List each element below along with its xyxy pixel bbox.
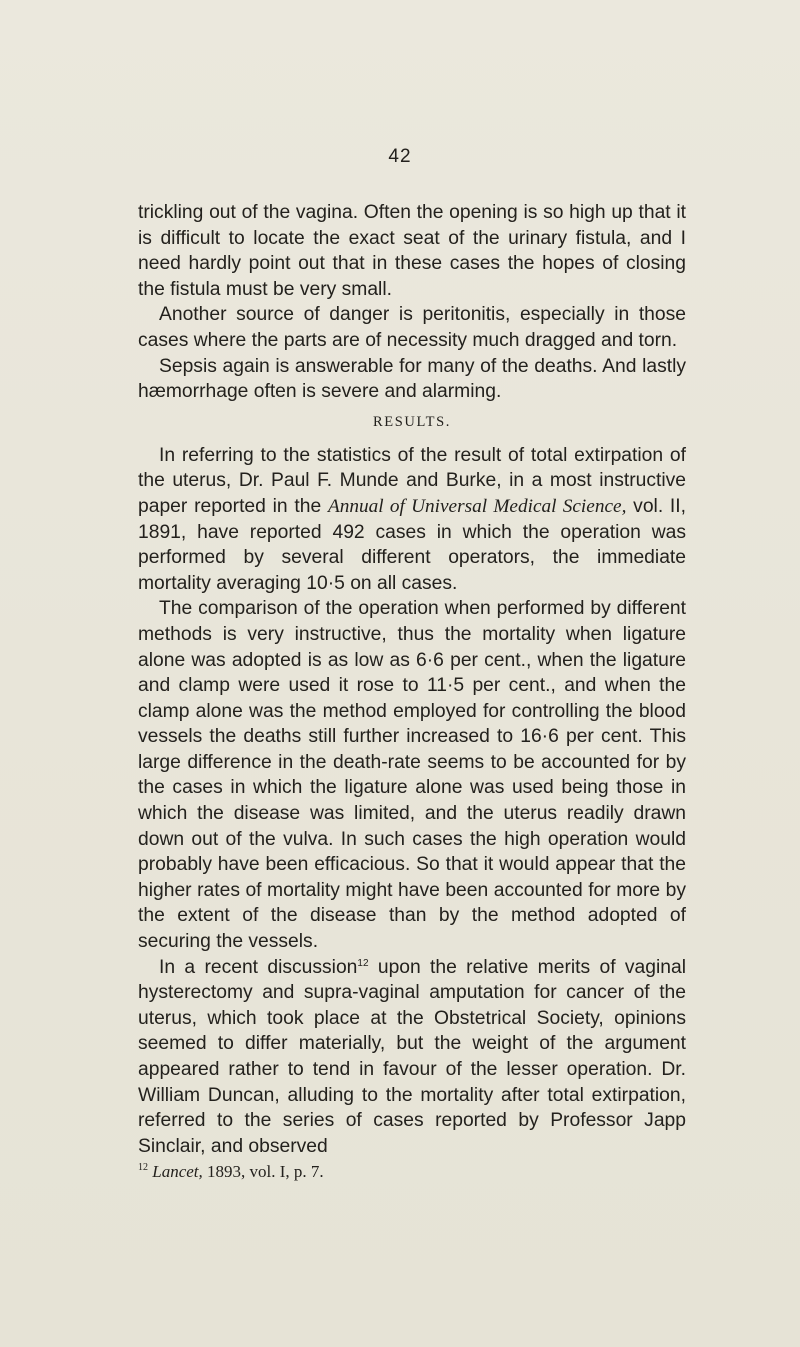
footnote-citation: 1893, vol. I, p. 7.: [202, 1162, 324, 1182]
body-text: [138, 200, 686, 1183]
paragraph-comparison: The comparison of the operation when performed by different methods is very instructive, thus the mortality when ligature alone was adopted is as low as 6·6 per cent., when the ligature and clamp were used it rose to 11·5 per cent., and when the clamp alone was the method employed for controlling the blood vessels the deaths still further increased to 16·6 per cent. This large difference in the death-rate seems to be accounted for by the cases in which the ligature alone was used being those in which the disease was limited, and the uterus readily drawn down out of the vulva. In such cases the high operation would probably have been efficacious. So that it would appear that the higher rates of mortality might have been accounted for more by the extent of the disease than by the method adopted of securing the vessels.: [138, 598, 686, 953]
discussion-text-end: upon the relative merits of vaginal hysterectomy and supra-vaginal amputation for cancer of the uterus, which took place at the Obstetrical Society, opinions seemed to differ materially, but the weight of the argument appeared rather to tend in favour of the lesser operation. Dr. William Duncan, alluding to the mortality after total extirpation, referred to the series of cases reported by Professor Japp Sinclair, and observed: [138, 956, 686, 1157]
section-heading-results: RESULTS.: [373, 413, 451, 430]
footnote-reference: 12: [357, 957, 369, 969]
footnote-journal: Lancet,: [152, 1162, 203, 1182]
footnote-marker: 12: [138, 1162, 148, 1174]
paragraph-peritonitis: Another source of danger is peritonitis, especially in those cases where the parts are of necessity much dragged and torn.: [138, 304, 686, 351]
page-number: 42: [388, 146, 412, 167]
statistics-text-end: vol. II, 1891, have reported 492 cases in which the operation was performed by several different operators, the immediate mortality averaging 10·5 on all cases.: [138, 495, 686, 594]
paragraph-statistics: [138, 443, 686, 597]
paragraph-urinary-fistula: trickling out of the vagina. Often the opening is so high up that it is difficult to locate the exact seat of the urinary fistula, and I need hardly point out that in these cases the hopes of closing the fistula must be very small.: [138, 202, 686, 300]
journal-title: Annual of Universal Medical Science,: [327, 495, 627, 517]
statistics-text-start: In referring to the statistics of the result of total extirpation of the uterus, Dr. Paul F. Munde and Burke, in a most instructive paper reported in the: [138, 444, 686, 517]
discussion-text-start: In a recent discussion: [159, 956, 358, 978]
paragraph-sepsis: Sepsis again is answerable for many of the deaths. And lastly hæmorrhage often is severe and alarming.: [138, 355, 686, 403]
footnote: [138, 1161, 686, 1183]
paragraph-discussion: [138, 955, 686, 1160]
